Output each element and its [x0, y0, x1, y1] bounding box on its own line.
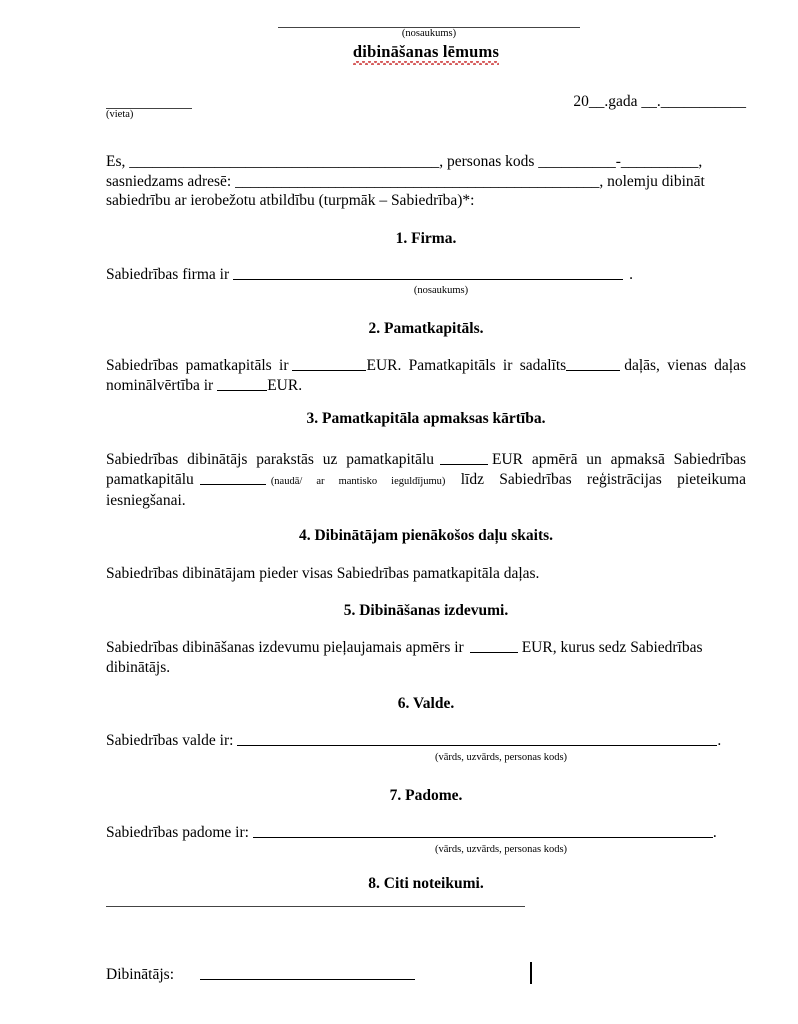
section-1-body-suffix: .: [629, 266, 633, 284]
section-3-body: [106, 450, 746, 511]
intro-line-1: Es, ________________________________________, personas kods __________-__________,: [106, 153, 703, 170]
section-1-body-prefix: Sabiedrības firma ir: [106, 266, 230, 284]
section-6-heading: 6. Valde.: [397, 695, 455, 712]
date-line-text: 20__.gada __.___________: [573, 93, 746, 110]
section-2-share-value-blank[interactable]: [217, 376, 267, 391]
section-7-body-suffix: .: [712, 824, 717, 842]
section-5-part-a: Sabiedrības dibināšanas izdevumu pieļaujamais apmērs ir: [106, 639, 464, 656]
section-2-part-d: EUR.: [267, 376, 303, 394]
section-6-board-blank[interactable]: [237, 731, 717, 746]
section-1-body: [106, 265, 746, 285]
text-cursor: [530, 962, 532, 984]
section-5-heading: 5. Dibināšanas izdevumi.: [343, 602, 509, 619]
section-4-heading: 4. Dibinātājam pienākošos daļu skaits.: [298, 527, 554, 544]
signature-label: Dibinātājs:: [106, 966, 175, 984]
intro-line-3: sabiedrību ar ierobežotu atbildību (turpmāk – Sabiedrība)*:: [106, 192, 475, 209]
section-3-subscribed-capital-blank[interactable]: [440, 450, 488, 465]
section-7-caption: [261, 844, 741, 856]
section-3-part-c: līdz Sabiedrības reģistrācijas pieteikuma iesniegšanai.: [106, 470, 746, 509]
section-1-caption-text: (nosaukums): [413, 285, 469, 296]
section-3-heading: 3. Pamatkapitāla apmaksas kārtība.: [306, 410, 546, 427]
section-6-body-prefix: Sabiedrības valde ir:: [106, 732, 234, 750]
intro-paragraph: [106, 152, 746, 211]
section-1-heading: 1. Firma.: [395, 230, 457, 247]
section-2-capital-blank[interactable]: [292, 356, 366, 371]
section-7-body-prefix: Sabiedrības padome ir:: [106, 824, 249, 842]
section-2-part-a: Sabiedrības pamatkapitāls ir: [106, 357, 289, 374]
document-title-text: dibināšanas lēmums: [353, 42, 499, 64]
place-caption-text: (vieta): [106, 109, 134, 120]
document-title: [106, 42, 746, 64]
section-2-body: [106, 356, 746, 395]
section-8-other-terms-blank[interactable]: [106, 906, 525, 907]
section-3-payment-form-blank[interactable]: [200, 470, 266, 485]
signature-blank[interactable]: [200, 965, 415, 980]
section-6-caption-text: (vārds, uzvārds, personas kods): [434, 752, 568, 763]
section-6-caption: [261, 752, 741, 764]
section-5-expenses-blank[interactable]: [470, 638, 518, 653]
section-6-body: [106, 731, 746, 751]
place-caption: [106, 109, 216, 121]
section-2-shares-count-blank[interactable]: [566, 356, 620, 371]
section-3-part-b: EUR apmērā un apmaksā Sabiedrības pamatkapitālu: [106, 451, 746, 488]
document-sheet: [106, 0, 746, 1024]
section-5-body: [106, 638, 746, 677]
section-8-heading: 8. Citi noteikumi.: [368, 875, 484, 892]
section-7-body: [106, 823, 746, 843]
section-7-heading: 7. Padome.: [389, 787, 463, 804]
section-2-part-b: EUR. Pamatkapitāls ir sadalīts: [366, 357, 567, 374]
section-1-company-name-blank[interactable]: [233, 265, 623, 280]
section-7-caption-text: (vārds, uzvārds, personas kods): [434, 844, 568, 855]
section-1-caption: [246, 285, 636, 297]
section-4-body: Sabiedrības dibinātājam pieder visas Sabiedrības pamatkapitāla daļas.: [106, 565, 540, 582]
section-2-heading: 2. Pamatkapitāls.: [368, 320, 484, 337]
header-name-caption: [278, 28, 580, 40]
section-3-payment-form-hint: (naudā/ ar mantisko ieguldījumu): [270, 475, 446, 487]
section-5-part-b: EUR, kurus sedz Sabiedrības dibinātājs.: [106, 639, 703, 676]
section-7-council-blank[interactable]: [253, 823, 713, 838]
signature-block: [106, 965, 746, 985]
date-line: [526, 92, 746, 112]
section-3-part-a: Sabiedrības dibinātājs parakstās uz pamatkapitālu: [106, 451, 435, 468]
section-6-body-suffix: .: [717, 732, 722, 750]
intro-line-2: sasniedzams adresē: _______________________________________________, nolemju dibināt: [106, 172, 705, 190]
section-2-part-c: daļās, vienas daļas nominālvērtība ir: [106, 357, 746, 394]
header-caption-text: (nosaukums): [401, 28, 457, 39]
